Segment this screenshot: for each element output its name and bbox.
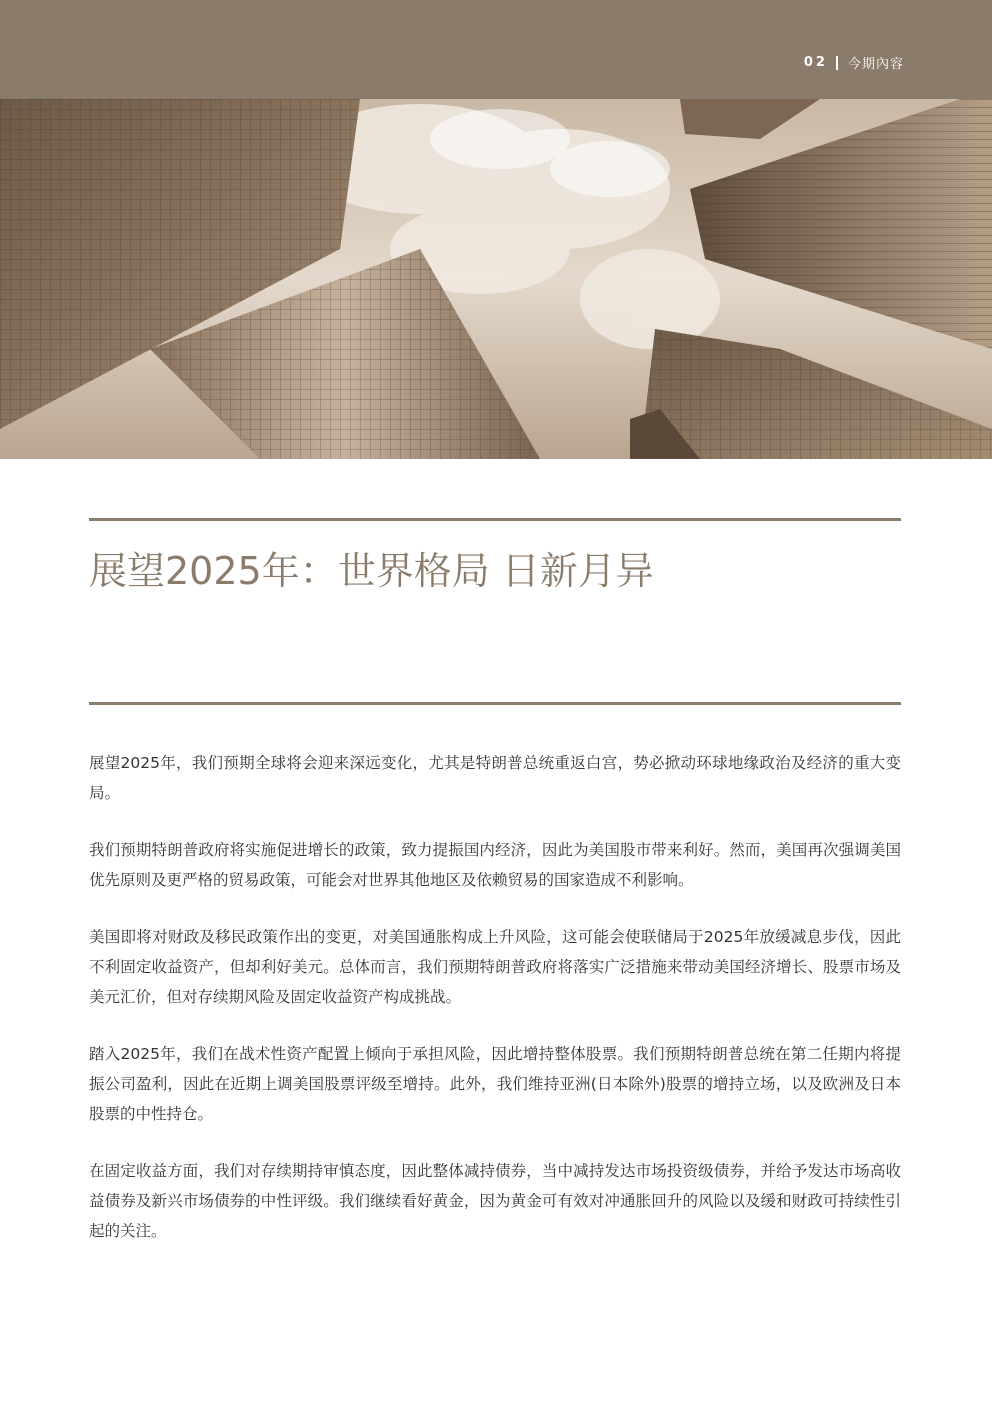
page-number: 02 — [803, 55, 828, 70]
article-body — [89, 748, 901, 1273]
section-label: 今期內容 — [847, 57, 904, 72]
title-bottom-rule — [89, 702, 901, 705]
page-label-divider — [836, 56, 838, 70]
header-bar — [0, 0, 992, 99]
paragraph: 踏入2025年，我们在战术性资产配置上倾向于承担风险，因此增持整体股票。我们预期特朗普总统在第二任期内将提振公司盈利，因此在近期上调美国股票评级至增持。此外，我们维持亚洲(日本除外)股票的增持立场，以及欧洲及日本股票的中性持仓。 — [89, 1045, 901, 1123]
paragraph: 美国即将对财政及移民政策作出的变更，对美国通胀构成上升风险，这可能会使联储局于2025年放缓减息步伐，因此不利固定收益资产，但却利好美元。总体而言，我们预期特朗普政府将落实广泛措施来带动美国经济增长、股票市场及美元汇价，但对存续期风险及固定收益资产构成挑战。 — [89, 928, 901, 1006]
paragraph: 在固定收益方面，我们对存续期持审慎态度，因此整体减持债券，当中减持发达市场投资级债券，并给予发达市场高收益债券及新兴市场债券的中性评级。我们继续看好黄金，因为黄金可有效对冲通胀回升的风险以及缓和财政可持续性引起的关注。 — [89, 1162, 901, 1240]
title-top-rule — [89, 518, 901, 521]
page-label — [804, 53, 904, 72]
skyscrapers-illustration — [0, 99, 992, 459]
hero-image — [0, 99, 992, 459]
page-title: 展望2025年：世界格局 日新月异 — [89, 549, 654, 593]
paragraph: 我们预期特朗普政府将实施促进增长的政策，致力提振国内经济，因此为美国股市带来利好。然而，美国再次强调美国优先原则及更严格的贸易政策，可能会对世界其他地区及依赖贸易的国家造成不利影响。 — [89, 841, 901, 889]
paragraph: 展望2025年，我们预期全球将会迎来深远变化，尤其是特朗普总统重返白宫，势必掀动环球地缘政治及经济的重大变局。 — [89, 754, 901, 802]
